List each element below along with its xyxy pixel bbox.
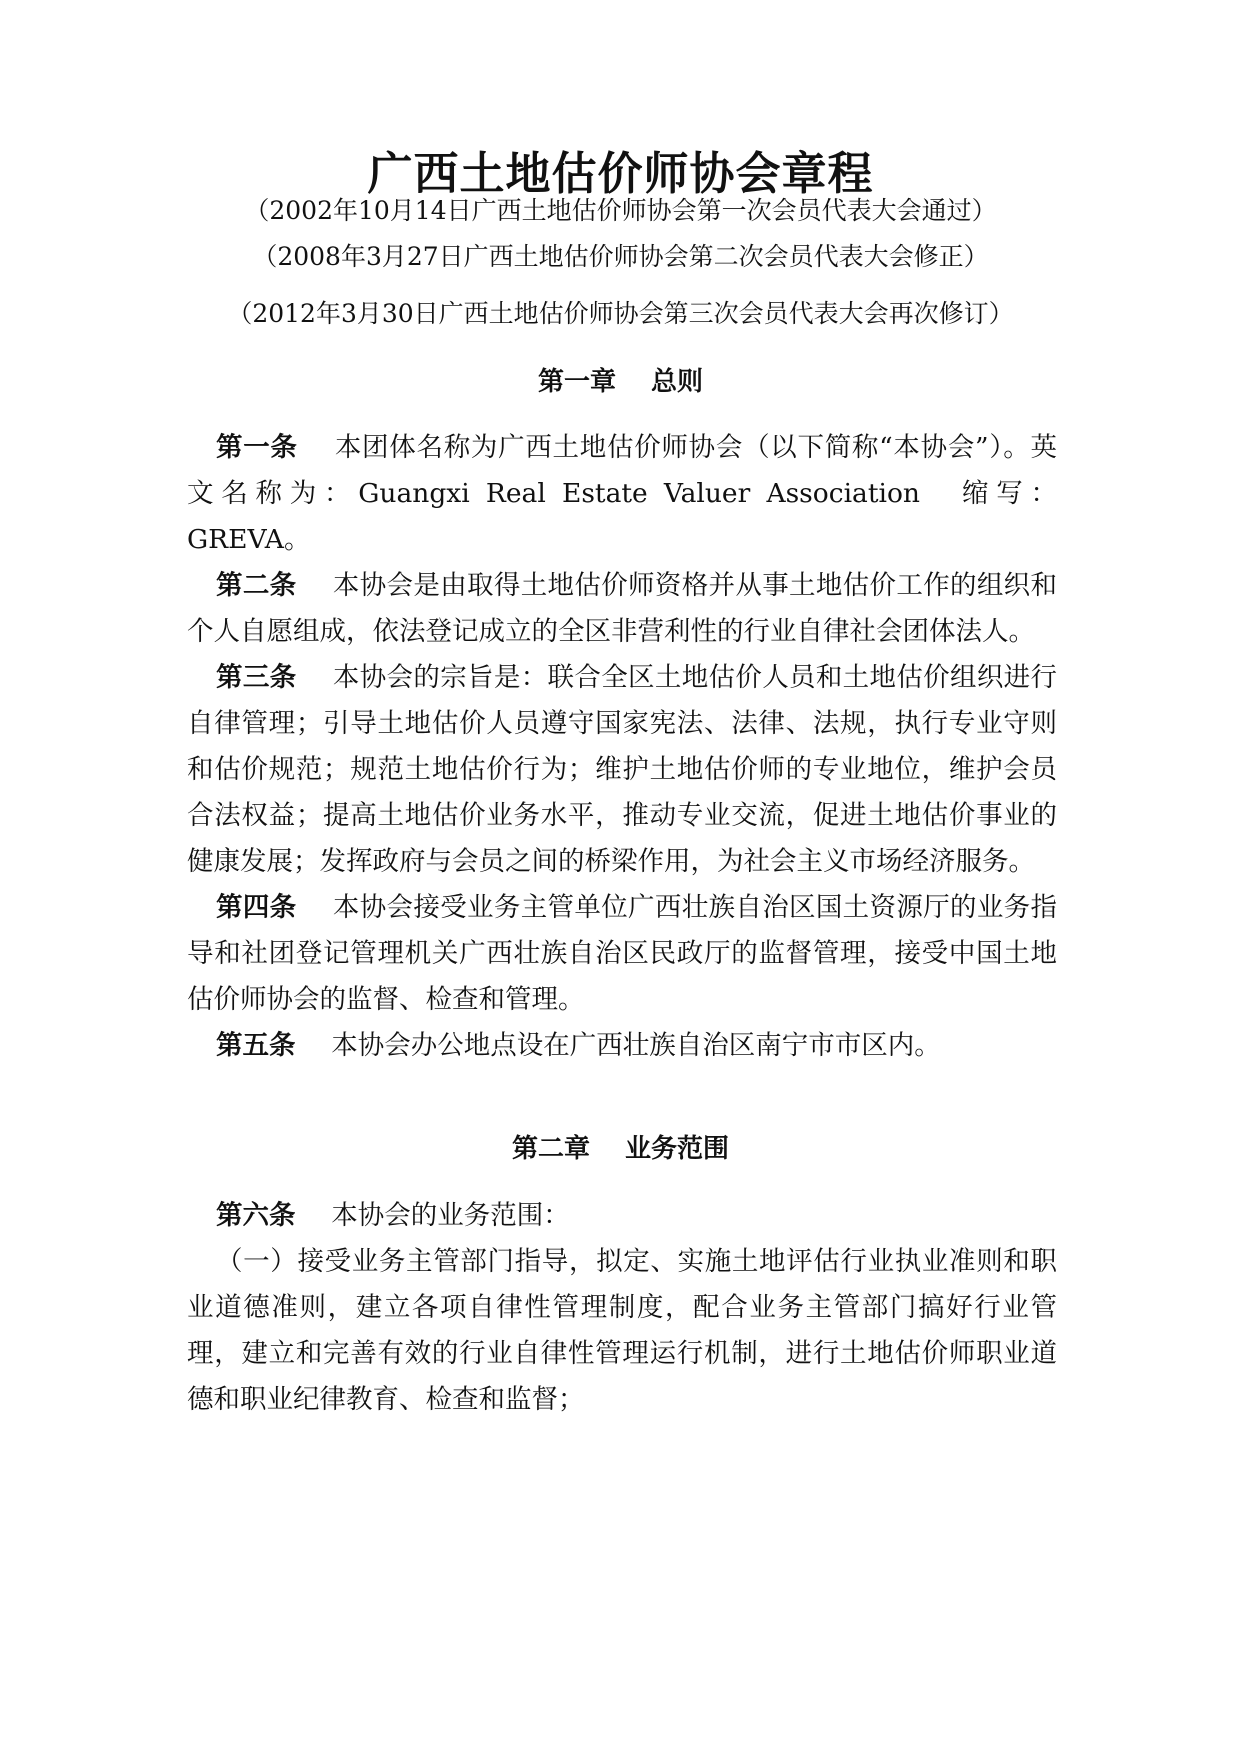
article-text: 本协会的业务范围： (331, 1200, 570, 1231)
article-text: 本协会接受业务主管单位广西壮族自治区国土资源厅的业务指导和社团登记管理机关广西壮族自治区民政厅的监督管理，接受中国土地估价师协会的监督、检查和管理。 (187, 892, 1058, 1015)
history-note-1: （2002年10月14日广西土地估价师协会第一次会员代表大会通过） (244, 196, 997, 225)
article-2 (187, 563, 1057, 655)
article-label: 第四条 (216, 892, 297, 923)
article-text: 本协会的宗旨是：联合全区土地估价人员和土地估价组织进行自律管理；引导土地估价人员遵守国家宪法、法律、法规，执行专业守则和估价规范；规范土地估价行为；维护土地估价师的专业地位，维护会员合法权益；提高土地估价业务水平，推动专业交流，促进土地估价事业的健康发展；发挥政府与会员之间的桥梁作用，为社会主义市场经济服务。 (187, 662, 1058, 877)
scope-item-text: （一）接受业务主管部门指导，拟定、实施土地评估行业执业准则和职业道德准则，建立各项自律性管理制度，配合业务主管部门搞好行业管理，建立和完善有效的行业自律性管理运行机制，进行土地估价师职业道德和职业纪律教育、检查和监督； (187, 1246, 1057, 1415)
article-label: 第二条 (216, 570, 297, 601)
article-text: 本协会办公地点设在广西壮族自治区南宁市市区内。 (331, 1030, 941, 1061)
article-text: 本协会是由取得土地估价师资格并从事土地估价工作的组织和个人自愿组成，依法登记成立的全区非营利性的行业自律社会团体法人。 (187, 570, 1058, 647)
article-label: 第五条 (216, 1030, 296, 1061)
article-6 (187, 1193, 1057, 1239)
article-label: 第三条 (216, 662, 297, 693)
article-4 (187, 885, 1057, 1023)
document-title: 广西土地估价师协会章程 (367, 147, 874, 200)
history-note-3: （2012年3月30日广西土地估价师协会第三次会员代表大会再次修订） (227, 299, 1014, 328)
chapter-2-body (187, 1193, 1057, 1423)
article-label: 第六条 (216, 1200, 296, 1231)
article-3 (187, 655, 1057, 885)
article-label: 第一条 (216, 432, 298, 463)
history-note-2: （2008年3月27日广西土地估价师协会第二次会员代表大会修正） (252, 242, 989, 271)
chapter-1-body (187, 425, 1057, 1069)
chapter-2-heading: 第二章 业务范围 (511, 1134, 730, 1164)
scope-item-1 (187, 1239, 1057, 1423)
article-text: 本团体名称为广西土地估价师协会（以下简称“本协会”）。英文名称为：Guangxi Real Estate Valuer Association 缩写： GREVA。 (187, 432, 1058, 555)
chapter-1-heading: 第一章 总则 (537, 367, 704, 397)
article-1 (187, 425, 1057, 563)
article-5 (187, 1023, 1057, 1069)
